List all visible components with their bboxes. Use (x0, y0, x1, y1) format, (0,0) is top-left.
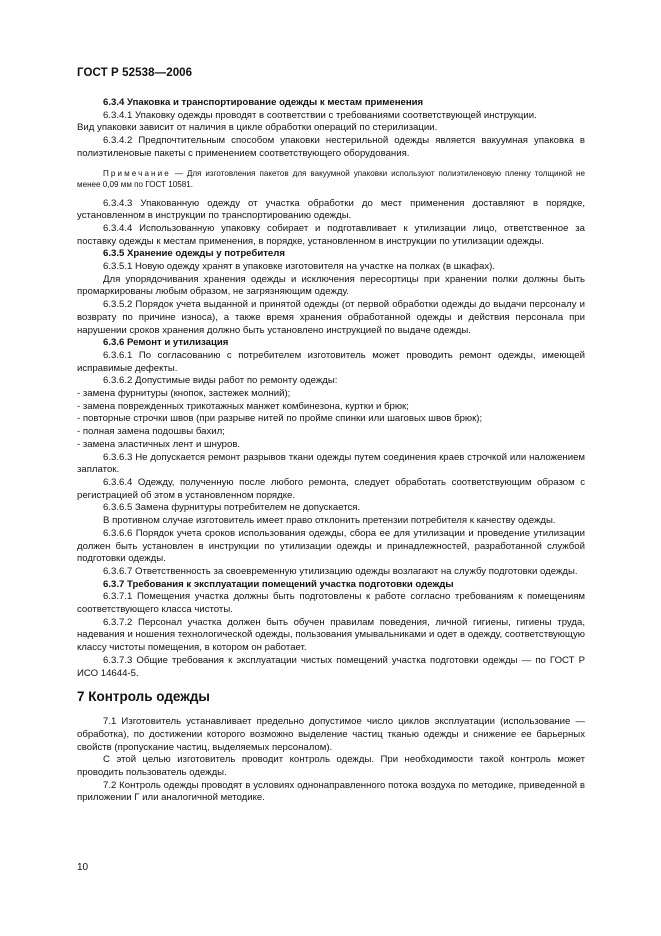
paragraph-6-3-6-5: 6.3.6.5 Замена фурнитуры потребителем не допускается. (103, 502, 361, 514)
paragraph-6-3-7-2: 6.3.7.2 Персонал участка должен быть обучен правилам поведения, личной гигиены, гигиены труда, надевания и ношения технологической одежды, пользования умывальниками и одет в одежду, соответствующую классу чистоты помещения, в котором он работает. (77, 616, 585, 654)
paragraph-6-3-6-4: 6.3.6.4 Одежду, полученную после любого ремонта, следует обработать соответствующим образом с регистрацией об этом в установленном порядке. (77, 476, 585, 501)
list-item: - повторные строчки швов (при разрыве нитей по пройме спинки или шаговых швов брюк); (77, 413, 483, 425)
paragraph-6-3-6-6: 6.3.6.6 Порядок учета сроков использования одежды, сбора ее для утилизации и проведение утилизации должен быть установлен в инструкции по утилизации одежды и принадлежностей, разработанной службой подготовки одежды. (77, 527, 585, 565)
document-body (77, 97, 585, 805)
page-number: 10 (77, 862, 89, 873)
list-item: - замена поврежденных трикотажных манжет комбинезона, куртки и брюк; (77, 400, 409, 412)
note-text: — Для изготовления пакетов для вакуумной упаковки используют полиэтиленовую пленку толщиной не менее 0,09 мм по ГОСТ 10581. (77, 168, 585, 190)
list-item: - замена фурнитуры (кнопок, застежек молний); (77, 388, 291, 400)
paragraph-6-3-4-1-cont: Вид упаковки зависит от наличия в цикле обработки операций по стерилизации. (77, 122, 438, 134)
paragraph-6-3-6-7: 6.3.6.7 Ответственность за своевременную утилизацию одежды возлагают на службу подготовки одежды. (103, 565, 578, 577)
paragraph-6-3-5-2: 6.3.5.2 Порядок учета выданной и принятой одежды (от первой обработки одежды до выдачи персоналу и возврату по причине износа), а также время хранения обработанной одежды и действия персонала при нарушении сроков хранения должно быть установлено инструкцией по выдаче одежды. (77, 299, 585, 336)
paragraph-6-3-7-1: 6.3.7.1 Помещения участка должны быть подготовлены к работе согласно требованиям к помещениям соответствующего класса чистоты. (77, 591, 585, 616)
section-heading-6-3-6: 6.3.6 Ремонт и утилизация (103, 337, 229, 349)
paragraph-7-1: 7.1 Изготовитель устанавливает предельно допустимое число циклов эксплуатации (использование — обработка), по достижении которого возможно выделение частиц тканью одежды и снижение ее барьерных свойств (пропускание частиц, выделяемых персоналом). (77, 716, 585, 753)
paragraph-6-3-4-4: 6.3.4.4 Использованную упаковку собирает и подготавливает к утилизации лицо, ответственное за поставку одежды к местам применения, в порядке, установленном в инструкции по утилизации одежды. (77, 222, 585, 247)
paragraph-6-3-4-1: 6.3.4.1 Упаковку одежды проводят в соответствии с требованиями соответствующей инструкции. (103, 109, 537, 121)
paragraph-7-1-cont: С этой целью изготовитель проводит контроль одежды. При необходимости такой контроль может проводить пользователь одежды. (77, 754, 585, 779)
paragraph-6-3-6-5-cont: В противном случае изготовитель имеет право отклонить претензии потребителя к качеству одежды. (103, 515, 556, 527)
paragraph-6-3-6-1: 6.3.6.1 По согласованию с потребителем изготовитель может проводить ремонт одежды, имеющей исправимые дефекты. (77, 349, 585, 374)
document-header: ГОСТ Р 52538—2006 (77, 67, 193, 79)
note-label: Примечание (103, 168, 171, 178)
paragraph-6-3-5-1-cont: Для упорядочивания хранения одежды и исключения пересортицы при хранении полки должны быть промаркированы любым образом, не загрязняющим одежду. (77, 273, 585, 298)
paragraph-6-3-5-1: 6.3.5.1 Новую одежду хранят в упаковке изготовителя на участке на полках (в шкафах). (103, 261, 496, 273)
note (77, 168, 585, 191)
paragraph-6-3-7-3: 6.3.7.3 Общие требования к эксплуатации чистых помещений участка подготовки одежды — по ГОСТ Р ИСО 14644-5. (77, 654, 585, 679)
section-heading-6-3-4: 6.3.4 Упаковка и транспортирование одежды к местам применения (103, 97, 424, 108)
paragraph-6-3-4-2: 6.3.4.2 Предпочтительным способом упаковки нестерильной одежды является вакуумная упаковка в полиэтиленовые пакеты с применением соответствующего оборудования. (77, 135, 585, 159)
section-heading-7: 7 Контроль одежды (77, 689, 210, 705)
paragraph-6-3-6-3: 6.3.6.3 Не допускается ремонт разрывов ткани одежды путем соединения краев строчкой или наложением заплаток. (77, 451, 585, 476)
section-heading-6-3-5: 6.3.5 Хранение одежды у потребителя (103, 248, 285, 260)
paragraph-6-3-6-2: 6.3.6.2 Допустимые виды работ по ремонту одежды: (103, 375, 338, 387)
list-item: - полная замена подошвы бахил; (77, 426, 225, 438)
section-heading-6-3-7: 6.3.7 Требования к эксплуатации помещений участка подготовки одежды (103, 578, 454, 590)
paragraph-7-2: 7.2 Контроль одежды проводят в условиях однонаправленного потока воздуха по методике, приведенной в приложении Г или аналогичной методике. (77, 779, 585, 804)
list-item: - замена эластичных лент и шнуров. (77, 438, 241, 450)
paragraph-6-3-4-3: 6.3.4.3 Упакованную одежду от участка обработки до мест применения доставляют в порядке, установленном в инструкции по транспортированию одежды. (77, 197, 585, 222)
